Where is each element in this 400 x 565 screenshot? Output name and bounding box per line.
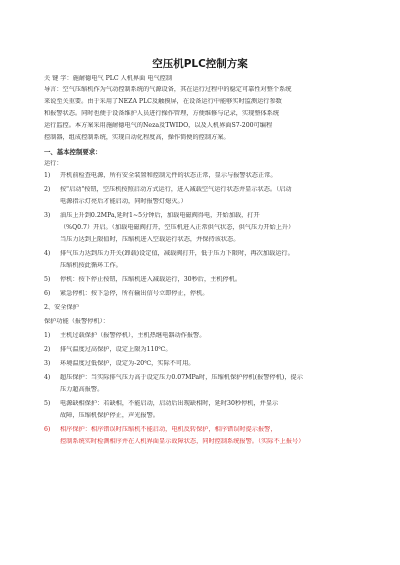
section-heading-safety: 2、安全保护	[44, 304, 79, 311]
item-text: 停机：按下停止按钮，压缩机进入减载运行，30秒后，主机停机。	[60, 276, 242, 283]
item-text: 电源指示灯亮后才能启动，同时报警灯熄灭。）	[60, 198, 187, 205]
item-text: （%Q0.7）开启。（加载电磁阀打开，空压机进入正常供气状态，供气压力开始上升）	[60, 224, 295, 231]
item-number: 4)	[44, 374, 51, 381]
item-text: 油压上升到0.2MPa,延时1~5分钟后，加载电磁阀得电，开始加载，打开	[60, 212, 260, 219]
item-text: 故障，压缩机保护停止，声光报警。	[60, 412, 159, 419]
item-number: 5)	[44, 276, 51, 283]
item-text-highlight: 控制系统实时检测相序并在人机界面显示故障状态，同时控制系统报警。（实际不上报号）	[60, 438, 305, 445]
protect-label: 保护功能（报警停机）：	[44, 318, 109, 325]
item-number: 5)	[44, 400, 51, 407]
run-label: 运行：	[44, 160, 63, 167]
item-number: 2)	[44, 346, 51, 353]
item-number: 2)	[44, 186, 51, 193]
item-text-with-highlight: 超压保护：当实际排气压力高于设定压力0.07MPa时，压缩机保护停机(报警停机)，提示	[60, 374, 303, 381]
item-number: 3)	[44, 212, 51, 219]
item-text: 电源缺相保护：若缺相，不能启动，启动后出现缺相时，延时30秒停机，并显示	[60, 400, 279, 407]
item-text: 排气温度过高保护，设定上限为110℃。	[60, 346, 172, 353]
item-text: 排气压力达到压力开关(卸载)设定值，减载阀打开，低于压力下限时，再次加载运行。	[60, 250, 294, 257]
item-number: 1)	[44, 332, 51, 339]
item-number: 6)	[44, 290, 51, 297]
item-text: 开机前检查电源，所有安全装置和控制元件的状态正常，显示与报警状态正常。	[60, 172, 277, 179]
abstract-line: 导言：空气压缩机作为气动控制系统的气源设备，其在运行过程中的稳定可靠性对整个系统	[44, 86, 292, 93]
item-text: 紧急停机：按下急停，所有输出信号立即停止，停机。	[60, 290, 209, 297]
abstract-line: 控制器，组成控制系统，实现自动化程度高，操作简便的控制方案。	[44, 134, 230, 141]
item-number: 3)	[44, 360, 51, 367]
abstract-line: 运行监控。本方案采用施耐德电气的Neza及TWIDO，以及人机界面S7-200可编程	[44, 122, 273, 129]
item-text: 环境温度过低保护，设定为-20℃，实际不可用。	[60, 360, 195, 367]
keywords-line: 关 键 字：施耐德电气 PLC 人机界面 电气控制	[44, 75, 173, 82]
item-text: 主机过载保护（报警停机），主机热继电器动作报警。	[60, 332, 206, 339]
item-text-highlight: 相序保护：相序错误时压缩机不能启动，电机反转保护，相序错误时提示报警，	[60, 426, 277, 433]
item-number: 1)	[44, 172, 51, 179]
item-number: 6)	[44, 426, 51, 433]
item-text: 按"启动"按钮，空压机按照启动方式运行，进入减载空气运行状态并显示状态。（启动	[60, 186, 292, 193]
section-heading-basic-control: 一、基本控制要求：	[44, 148, 102, 156]
item-text: 当压力达到上限值时，压缩机进入空载运行状态，并保持该状态。	[60, 236, 240, 243]
document-title: 空压机PLC控制方案	[152, 58, 248, 70]
item-text: 压力超高报警。	[60, 386, 104, 393]
abstract-line: 来说至关重要。由于采用了NEZA PLC及触摸屏，在设备运行中能够实时监测运行参数	[44, 98, 282, 105]
abstract-line: 和报警状态。同时也便于设备维护人员进行操作管理，方便维修与记录，实现整体系统	[44, 110, 280, 117]
item-text: 压缩机按此循环工作。	[60, 262, 122, 269]
item-number: 4)	[44, 250, 51, 257]
